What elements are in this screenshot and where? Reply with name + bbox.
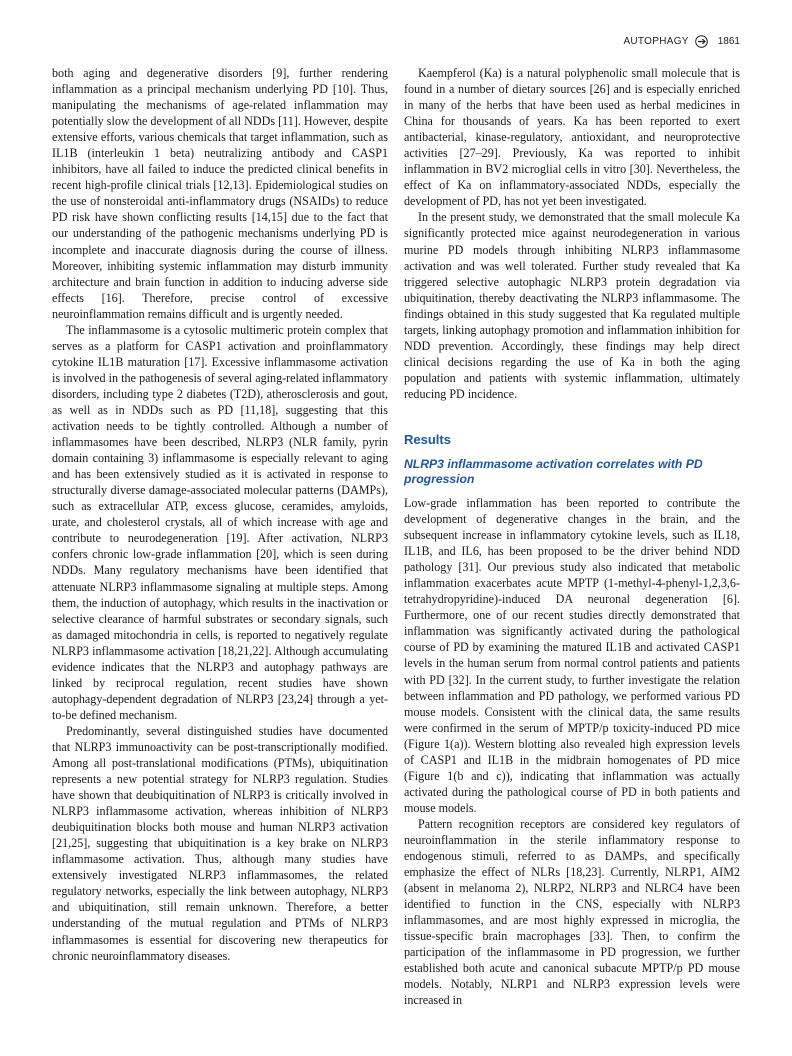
right-column [404,65,740,1008]
left-column [52,65,388,964]
paragraph: Kaempferol (Ka) is a natural polyphenolic small molecule that is found in a number of dietary sources [26] and is especially enriched in many of the herbs that have been used as herbal medicines in China for thousands of years. Ka has been reported to exert antibacterial, kinase-regulatory, antioxidant, and neuroprotective activities [27–29]. Previously, Ka was reported to inhibit inflammation in BV2 microglial cells in vitro [30]. Nevertheless, the effect of Ka on inflammatory-associated NDDs, especially the development of PD, has not yet been investigated. [404,66,740,209]
paragraph: The inflammasome is a cytosolic multimeric protein complex that serves as a platform for CASP1 activation and proinflammatory cytokine IL1B maturation [17]. Excessive inflammasome activation is involved in the pathogenesis of several aging-related inflammatory disorders, including type 2 diabetes (T2D), atherosclerosis and gout, as well as in NDDs such as PD [11,18], suggesting that this activation needs to be tightly controlled. Although a number of inflammasomes have been described, NLRP3 (NLR family, pyrin domain containing 3) inflammasome is especially relevant to aging and has been extensively studied as it is activated in response to structurally diverse damage-associated molecular patterns (DAMPs), such as extracellular ATP, excess glucose, ceramides, amyloids, urate, and cholesterol crystals, all of which increase with age and contribute to neurodegeneration [19]. After activation, NLRP3 confers chronic low-grade inflammation [20], which is seen during NDDs. Many regulatory mechanisms have been identified that attenuate NLRP3 inflammasome signaling at multiple steps. Among them, the induction of autophagy, which results in the inactivation or selective clearance of harmful substrates or secondary signals, such as damaged mitochondria in cells, is reported to negatively regulate NLRP3 inflammasome activation [18,21,22]. Although accumulating evidence indicates that the NLRP3 and autophagy pathways are linked by reciprocal regulation, recent studies have shown autophagy-dependent degradation of NLRP3 [23,24] through a yet-to-be defined mechanism. [52,322,388,722]
page-number: 1861 [717,35,740,47]
section-heading: Results [404,431,451,447]
paragraph: Pattern recognition receptors are considered key regulators of neuroinflammation in the sterile inflammatory response to endogenous stimuli, referred to as DAMPs, and specifically emphasize the effect of NLRs [18,23]. Currently, NLRP1, AIM2 (absent in melanoma 2), NLRP2, NLRP3 and NLRC4 have been identified to function in the CNS, especially with NLRP3 inflammasomes, and are most highly expressed in microglia, the tissue-specific brain macrophages [33]. Then, to confirm the participation of the inflammasome in PD progression, we further established both acute and canonical subacute MPTP/p PD mouse models. Notably, NLRP1 and NLRP3 expression levels were increased in [404,816,740,1008]
paragraph: Predominantly, several distinguished studies have documented that NLRP3 immunoactivity can be post-transcriptionally modified. Among all post-translational modifications (PTMs), ubiquitination represents a new potential strategy for NLRP3 regulation. Studies have shown that deubiquitination of NLRP3 is critically involved in NLRP3 inflammasome activation, whereas inhibition of NLRP3 deubiquitination blocks both mouse and human NLRP3 activation [21,25], suggesting that ubiquitination is a key brake on NLRP3 inflammasome activation. Thus, although many studies have extensively investigated NLRP3 inflammasomes, the related regulatory networks, especially the link between autophagy, NLRP3 and ubiquitination, still remain unknown. Therefore, a better understanding of the mutual regulation and PTMs of NLRP3 inflammasomes is essential for discovering new therapeutics for chronic neuroinflammatory diseases. [52,723,388,963]
journal-name: AUTOPHAGY [623,35,689,47]
journal-logo-icon [695,35,708,48]
subsection-heading: NLRP3 inflammasome activation correlates with PD progression [404,456,703,487]
paragraph: both aging and degenerative disorders [9], further rendering inflammation as a principal mechanism underlying PD [10]. Thus, manipulating the mechanisms of age-related inflammation may potentially slow the development of all NDDs [11]. However, despite extensive efforts, various chemicals that target inflammation, such as IL1B (interleukin 1 beta) neutralizing antibody and CASP1 inhibitors, have all failed to induce the predicted clinical benefits in recent high-profile clinical trials [12,13]. Epidemiological studies on the use of nonsteroidal anti-inflammatory drugs (NSAIDs) to reduce PD risk have shown conflicting results [14,15] due to the fact that our understanding of the pathogenic mechanisms underlying PD is incomplete and inaccurate diagnosis during the course of illness. Moreover, inhibiting systemic inflammation may disturb immunity architecture and brain function in addition to inducing adverse side effects [16]. Therefore, precise control of excessive neuroinflammation remains difficult and is urgently needed. [52,66,388,321]
paragraph: Low-grade inflammation has been reported to contribute the development of degenerative changes in the brain, and the subsequent increase in inflammatory cytokine levels, such as IL18, IL1B, and IL6, has been proposed to be the driver behind NDD pathology [31]. Our previous study also indicated that metabolic inflammation exacerbates acute MPTP (1-methyl-4-phenyl-1,2,3,6-tetrahydropyridine)-induced DA neuronal degeneration [6]. Furthermore, one of our recent studies directly demonstrated that inflammation was significantly activated during the pathological course of PD by examining the matured IL1B and activated CASP1 levels in the human serum from normal control patients and patients with PD [32]. In the current study, to further investigate the relation between inflammation and PD pathology, we performed various PD mouse models. Consistent with the clinical data, the same results were confirmed in the serum of MPTP/p toxicity-induced PD mice (Figure 1(a)). Western blotting also revealed high expression levels of CASP1 and IL1B in the midbrain homogenates of PD mice (Figure 1(b and c)), indicating that inflammation was actually activated during the pathological course of PD in both patients and mouse models. [404,495,740,815]
running-header [623,34,740,48]
paragraph: In the present study, we demonstrated that the small molecule Ka significantly protected mice against neurodegeneration in various murine PD models through inhibiting NLRP3 inflammasome activation and was well tolerated. Further study revealed that Ka triggered selective autophagic NLRP3 protein degradation via ubiquitination, thereby deactivating the NLRP3 inflammasome. The findings obtained in this study suggested that Ka regulated multiple targets, linking autophagy promotion and inflammation inhibition for NDD prevention. Accordingly, these findings may help direct clinical decisions regarding the use of Ka in both the aging population and patients with systemic inflammation, ultimately reducing PD incidence. [404,210,740,401]
